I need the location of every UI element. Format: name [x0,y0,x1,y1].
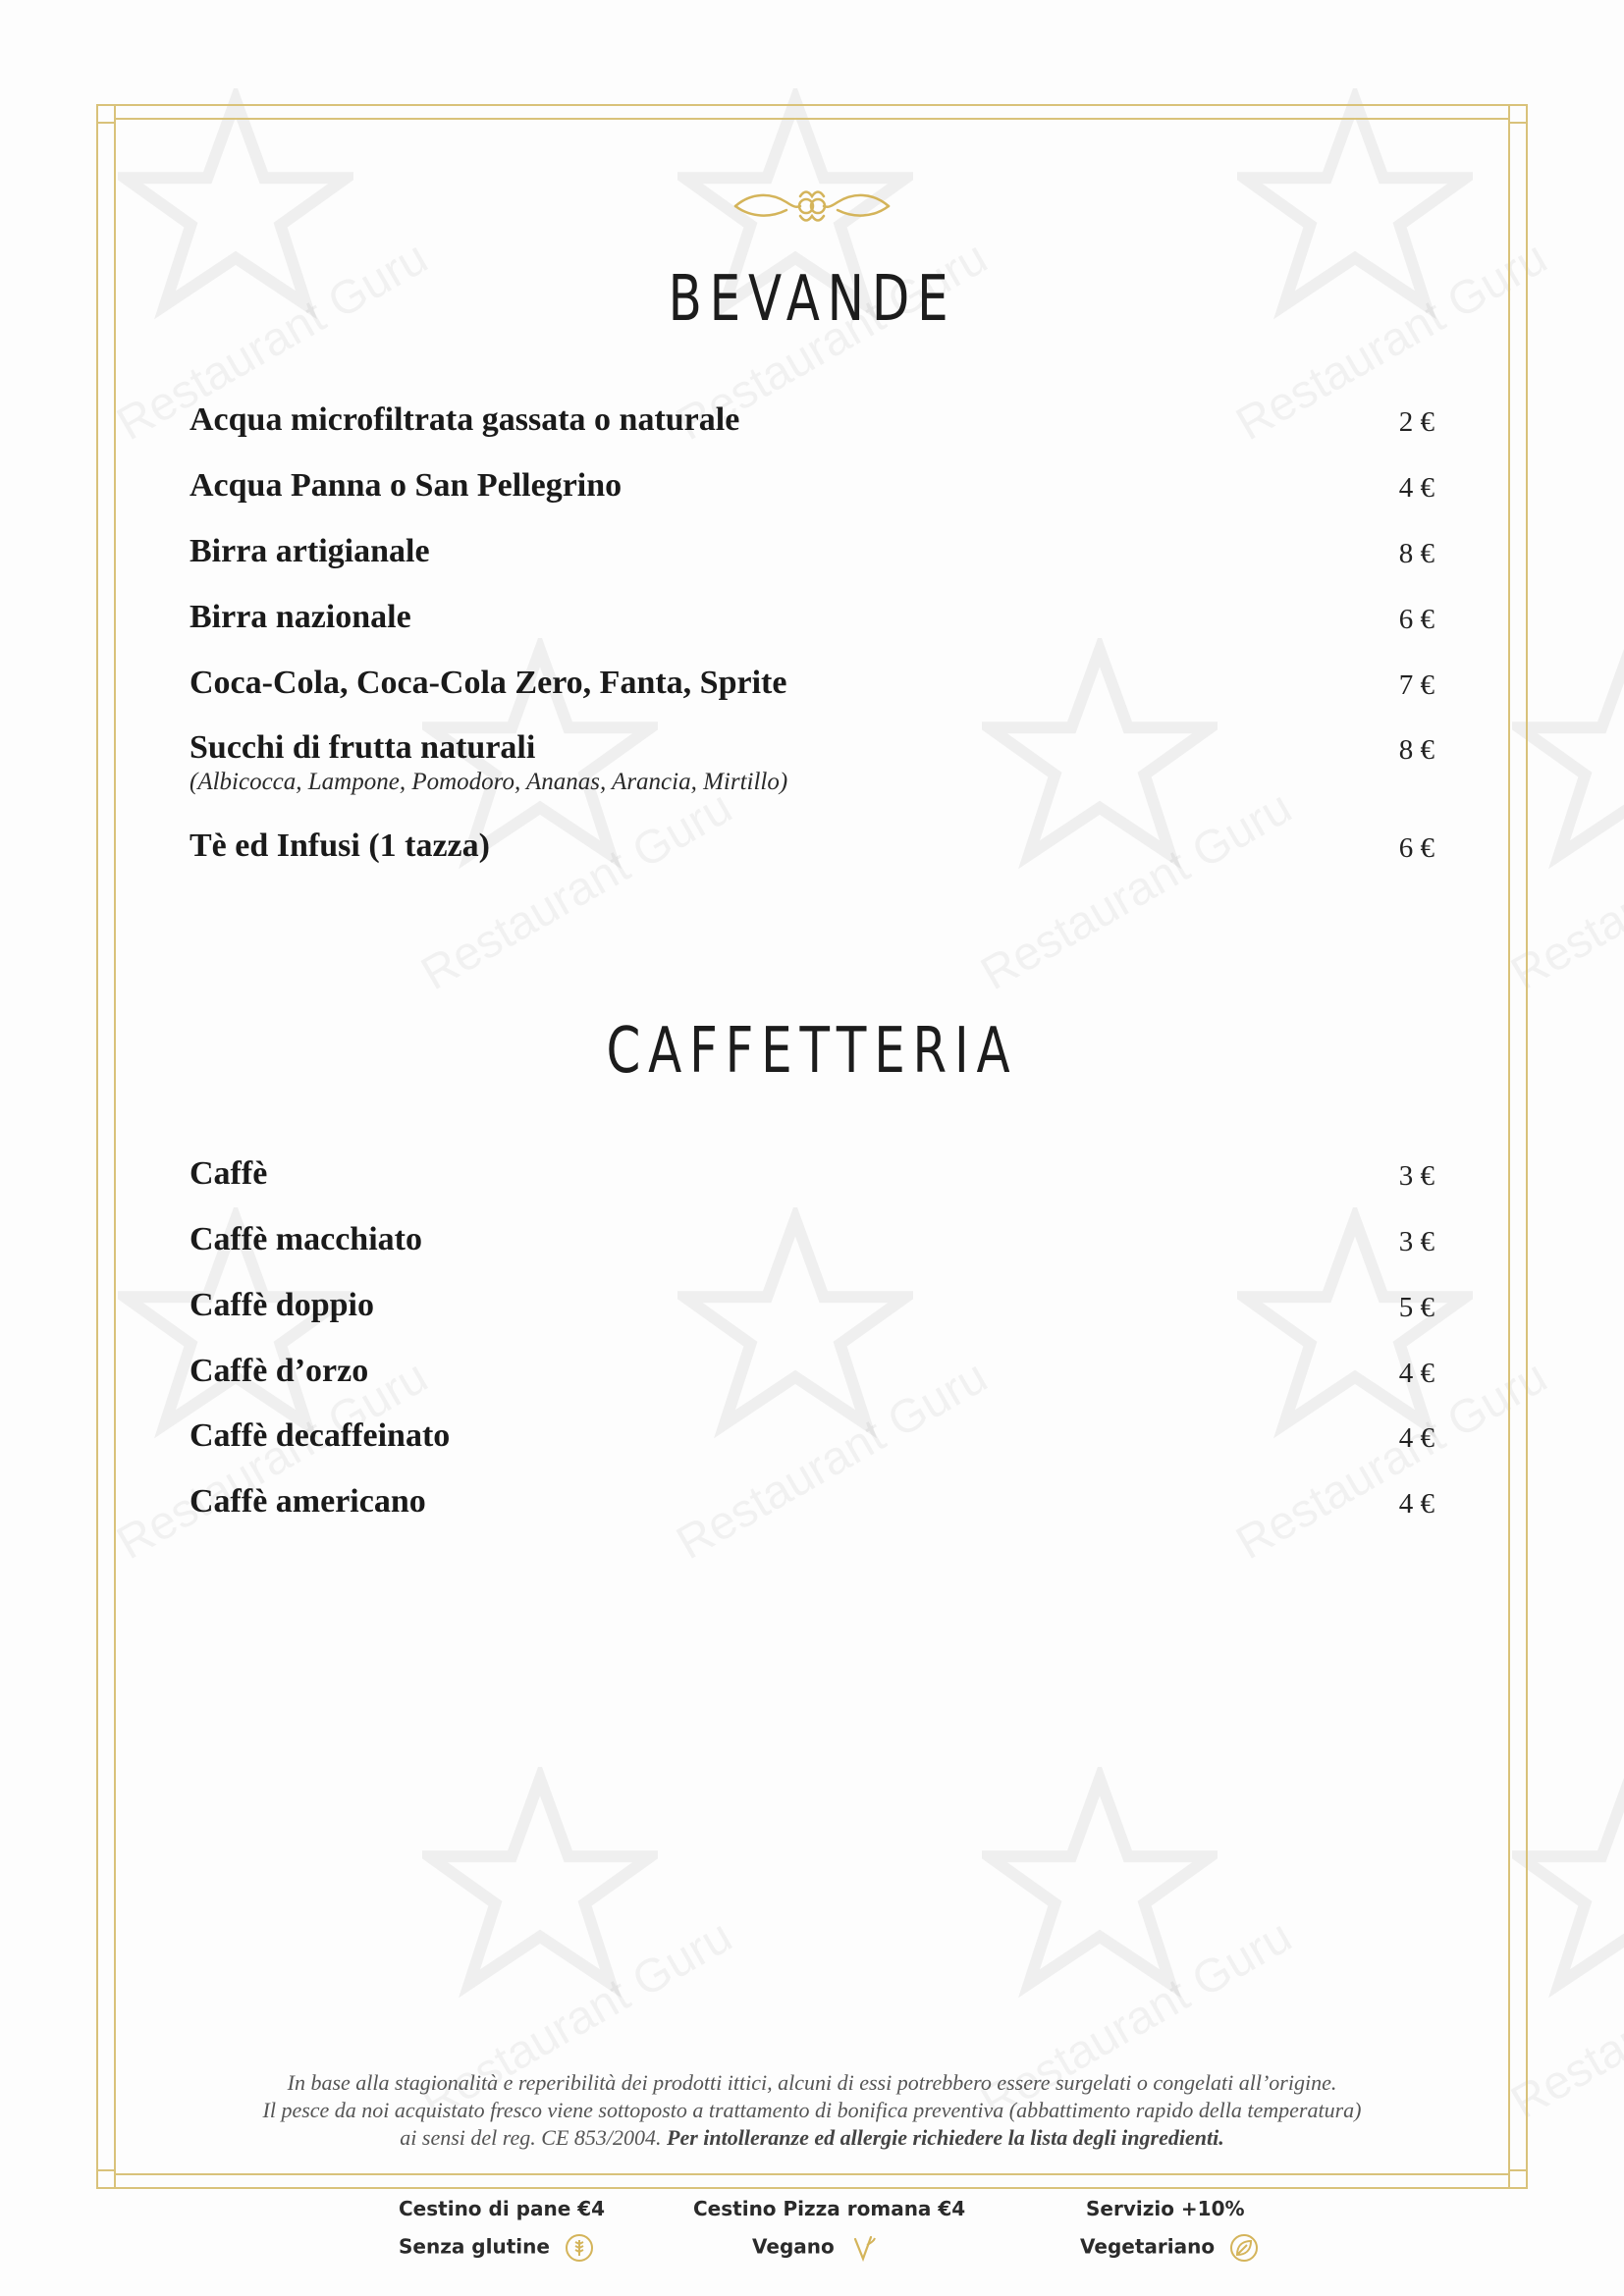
gluten-free-legend [399,2233,594,2263]
item-name: Caffè americano [189,1483,426,1520]
menu-item [189,466,1435,506]
item-name: Caffè decaffeinato [189,1417,451,1454]
item-description: (Albicocca, Lampone, Pomodoro, Ananas, Arancia, Mirtillo) [189,769,788,795]
frame-corner-bottom-right [1508,2169,1528,2189]
watermark-star-fork-icon [1512,1767,1624,2002]
item-name: Acqua microfiltrata gassata o naturale [189,401,740,438]
section-title-caffetteria: CAFFETTERIA [606,1015,1018,1088]
item-price: 3 € [1398,1160,1435,1192]
menu-item [189,1352,1435,1391]
item-price: 6 € [1398,832,1435,864]
sprout-icon [849,2233,877,2263]
item-name: Birra artigianale [189,533,430,569]
menu-item [189,598,1435,637]
frame-corner-top-left [96,104,116,124]
item-name: Caffè doppio [189,1287,374,1323]
menu-item [189,728,1435,797]
menu-item [189,1416,1435,1456]
vegetarian-label: Vegetariano [1080,2234,1216,2259]
item-name: Coca-Cola, Coca-Cola Zero, Fanta, Sprite [189,665,787,701]
menu-item [189,1220,1435,1259]
menu-item [189,1154,1435,1194]
item-name: Caffè d’orzo [189,1353,369,1389]
disclaimer-line: In base alla stagionalità e reperibilità dei prodotti ittici, alcuni di essi potrebbero essere surgelati o congelati all’origine. [287,2070,1337,2095]
menu-item [189,532,1435,571]
item-price: 4 € [1398,1422,1435,1454]
disclaimer-regulation: ai sensi del reg. CE 853/2004. [400,2125,662,2150]
item-price: 4 € [1398,1488,1435,1520]
item-price: 4 € [1398,472,1435,504]
gold-scroll-ornament-icon [731,185,893,228]
item-price: 5 € [1398,1292,1435,1323]
item-price: 6 € [1398,604,1435,635]
item-name: Birra nazionale [189,599,411,635]
item-name: Tè ed Infusi (1 tazza) [189,828,490,864]
item-price: 7 € [1398,669,1435,701]
service-charge: Servizio +10% [1086,2197,1245,2220]
allergy-notice: Per intolleranze ed allergie richiedere la lista degli ingredienti. [667,2125,1224,2150]
gluten-free-label: Senza glutine [399,2234,550,2259]
wheat-circle-icon [565,2233,594,2263]
item-price: 8 € [1398,538,1435,569]
menu-item [189,664,1435,703]
item-name: Caffè macchiato [189,1221,422,1257]
leaf-circle-icon [1229,2233,1259,2263]
section-title-bevande: BEVANDE [668,263,956,336]
vegan-label: Vegano [752,2234,835,2259]
item-name: Caffè [189,1155,268,1192]
menu-item [189,1482,1435,1522]
item-price: 8 € [1398,734,1435,766]
item-price: 2 € [1398,406,1435,438]
menu-item [189,1286,1435,1325]
pizza-basket-price: Cestino Pizza romana €4 [693,2197,966,2220]
disclaimer-line [147,2124,1477,2152]
item-price: 3 € [1398,1226,1435,1257]
item-name: Succhi di frutta naturali [189,729,536,766]
item-name: Acqua Panna o San Pellegrino [189,467,623,504]
disclaimer-line: Il pesce da noi acquistato fresco viene sottoposto a trattamento di bonifica preventiva (abbattimento rapido della temperatura) [262,2098,1362,2122]
seafood-disclaimer [147,2069,1477,2152]
frame-corner-top-right [1508,104,1528,124]
watermark-star-fork-icon [1512,638,1624,874]
menu-item [189,827,1435,866]
vegetarian-legend [1080,2233,1259,2263]
menu-item [189,400,1435,440]
item-price: 4 € [1398,1358,1435,1389]
frame-corner-bottom-left [96,2169,116,2189]
bread-basket-price: Cestino di pane €4 [399,2197,606,2220]
vegan-legend [752,2233,877,2263]
